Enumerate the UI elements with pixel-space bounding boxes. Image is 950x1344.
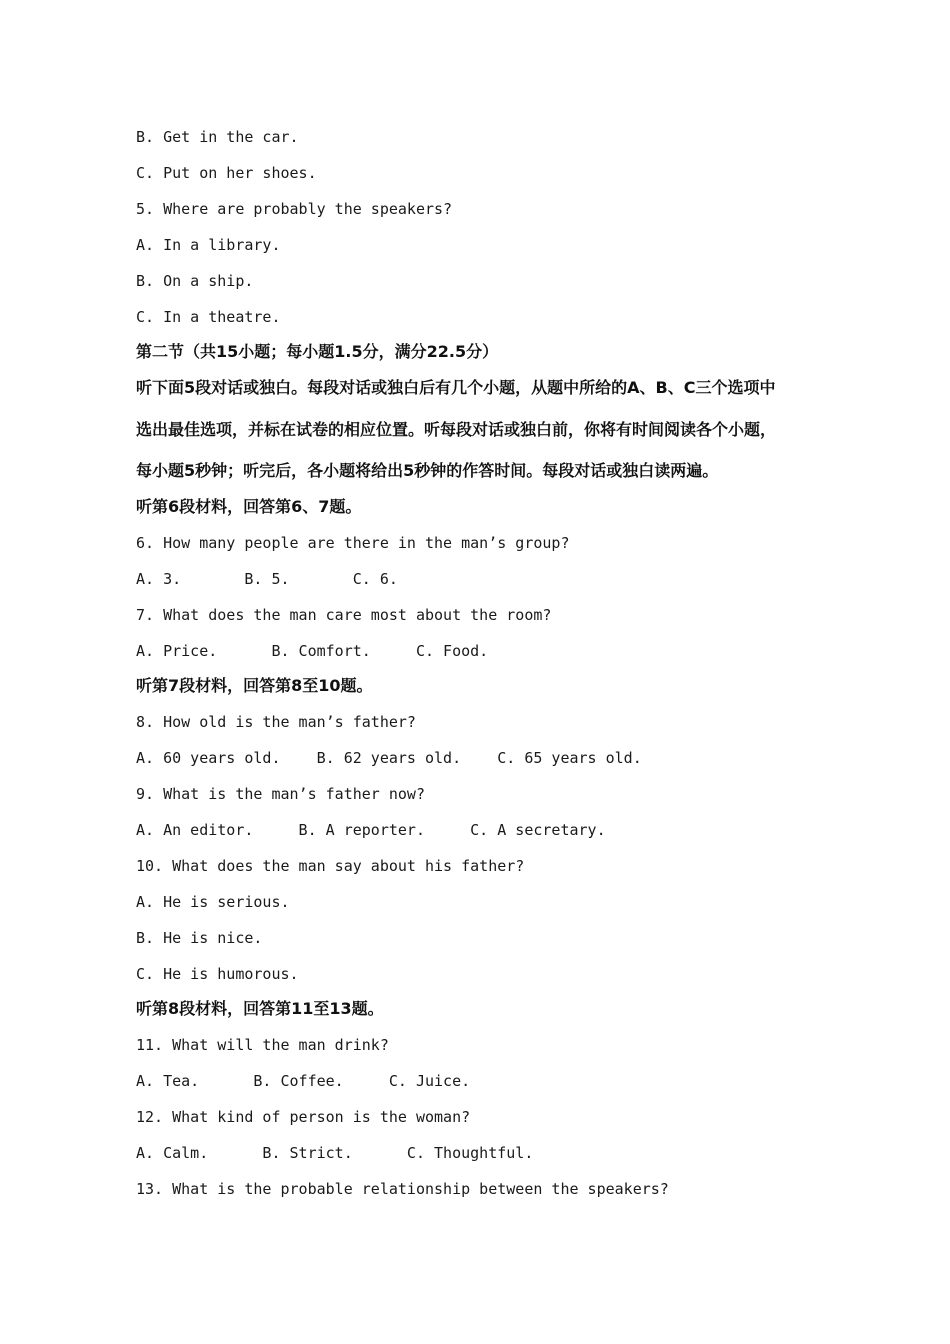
material-heading: 听第6段材料，回答第6、7题。 (136, 497, 362, 516)
option-line: B. Get in the car. (136, 128, 299, 146)
material-heading: 听第8段材料，回答第11至13题。 (136, 999, 384, 1018)
option-line: B. He is nice. (136, 929, 263, 947)
question-line: 8. How old is the man’s father? (136, 713, 416, 731)
question-line: 12. What kind of person is the woman? (136, 1108, 471, 1126)
option-line: B. On a ship. (136, 272, 254, 290)
question-line: 13. What is the probable relationship between the speakers? (136, 1180, 669, 1198)
option-line: C. He is humorous. (136, 965, 299, 983)
material-heading: 听第7段材料，回答第8至10题。 (136, 676, 373, 695)
options-line: A. Calm. B. Strict. C. Thoughtful. (136, 1144, 534, 1162)
instruction-line: 听下面5段对话或独白。每段对话或独白后有几个小题，从题中所给的A、B、C三个选项中 (136, 378, 776, 397)
options-line: A. Price. B. Comfort. C. Food. (136, 642, 489, 660)
instruction-line: 选出最佳选项，并标在试卷的相应位置。听每段对话或独白前，你将有时间阅读各个小题， (136, 420, 777, 439)
instruction-line: 每小题5秒钟；听完后，各小题将给出5秒钟的作答时间。每段对话或独白读两遍。 (136, 461, 719, 480)
question-line: 11. What will the man drink? (136, 1036, 389, 1054)
options-line: A. Tea. B. Coffee. C. Juice. (136, 1072, 471, 1090)
question-line: 5. Where are probably the speakers? (136, 200, 453, 218)
option-line: C. Put on her shoes. (136, 164, 317, 182)
section-heading: 第二节（共15小题；每小题1.5分，满分22.5分） (136, 342, 499, 361)
question-line: 9. What is the man’s father now? (136, 785, 425, 803)
question-line: 7. What does the man care most about the room? (136, 606, 552, 624)
question-line: 6. How many people are there in the man’s group? (136, 534, 570, 552)
option-line: C. In a theatre. (136, 308, 281, 326)
option-line: A. In a library. (136, 236, 281, 254)
options-line: A. 60 years old. B. 62 years old. C. 65 years old. (136, 749, 642, 767)
options-line: A. 3. B. 5. C. 6. (136, 570, 398, 588)
option-line: A. He is serious. (136, 893, 290, 911)
options-line: A. An editor. B. A reporter. C. A secretary. (136, 821, 606, 839)
question-line: 10. What does the man say about his father? (136, 857, 525, 875)
